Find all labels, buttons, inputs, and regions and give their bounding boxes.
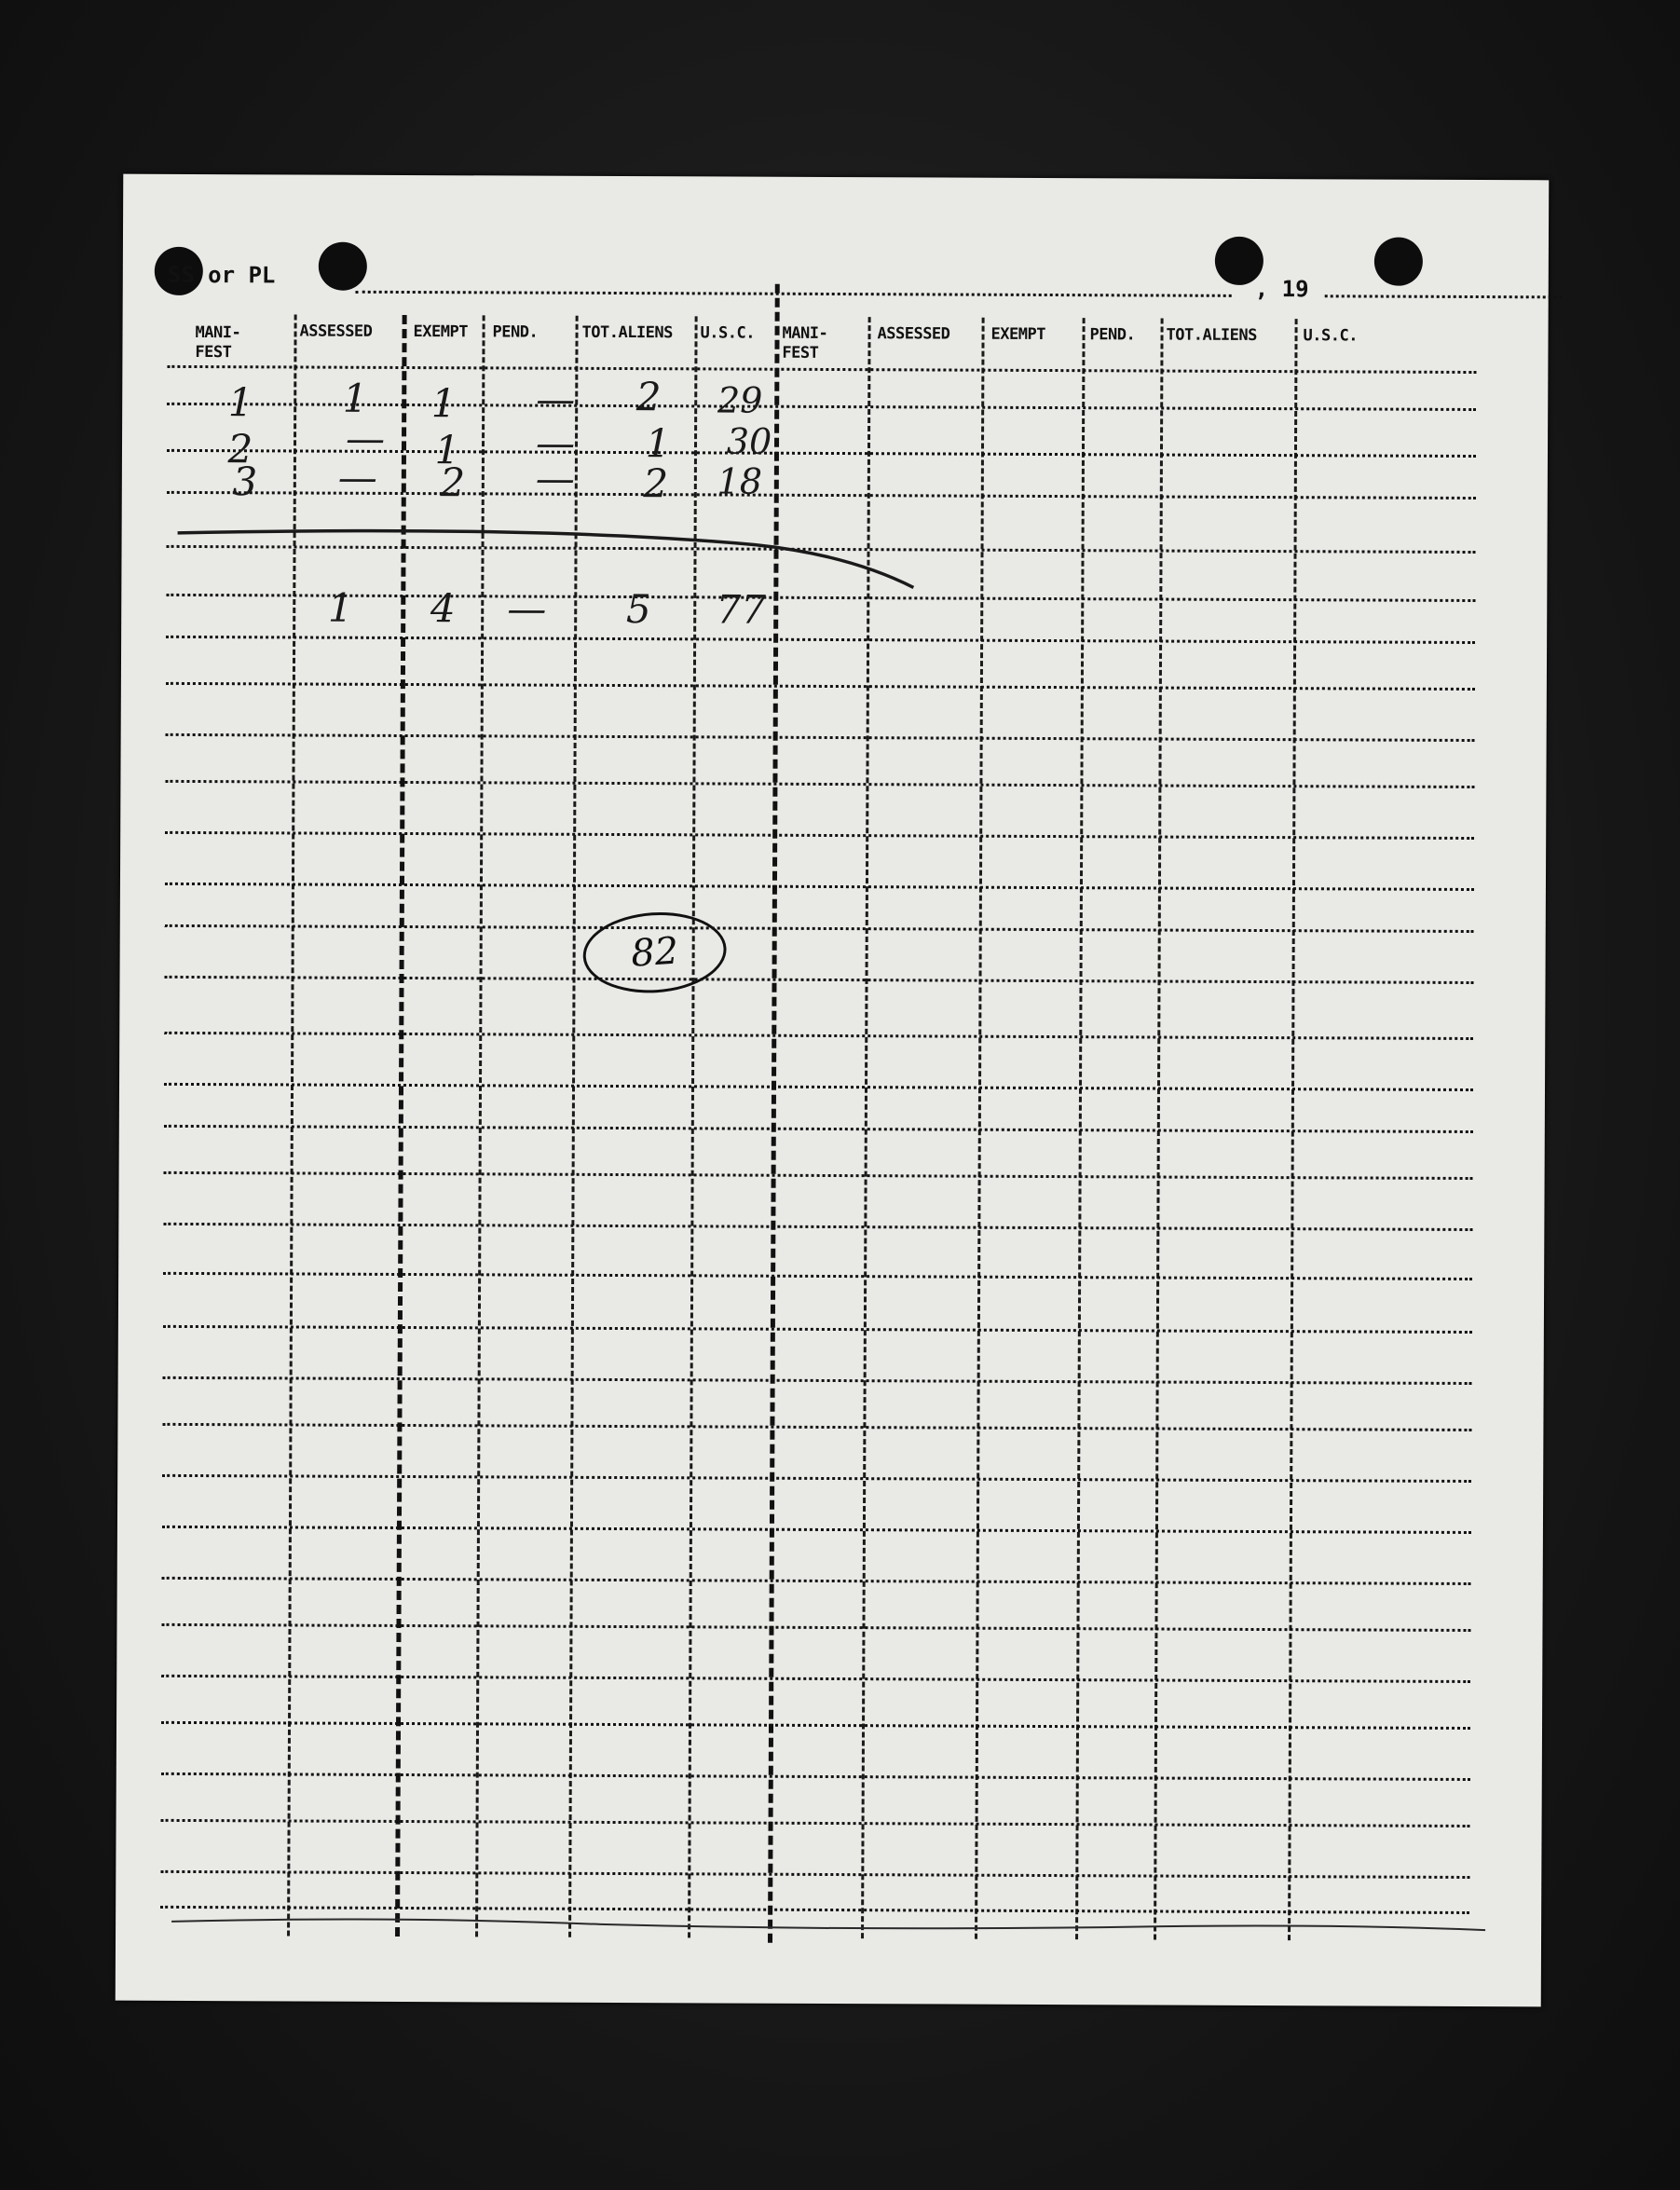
col-head-exempt-right: EXEMPT xyxy=(990,324,1046,344)
col-head-assessed-left: ASSESSED xyxy=(299,322,373,341)
underline-stroke xyxy=(177,530,913,588)
row-2-pend: — xyxy=(535,419,576,466)
total-exempt: 4 xyxy=(430,585,456,632)
row-1-pend: — xyxy=(536,376,576,422)
manifest-tally-sheet xyxy=(116,174,1550,2007)
col-head-tot-aliens-right: TOT.ALIENS xyxy=(1166,325,1257,345)
row-1-exempt: 1 xyxy=(430,380,457,427)
col-head-manifest-right-text: MANI- FEST xyxy=(782,323,828,363)
row-3-tot-aliens: 2 xyxy=(643,460,669,507)
row-3-exempt: 2 xyxy=(440,459,466,506)
row-1-manifest: 1 xyxy=(227,379,253,426)
col-head-assessed-right: ASSESSED xyxy=(877,324,950,344)
total-pend: — xyxy=(507,585,547,632)
row-2-tot-aliens: 1 xyxy=(645,420,671,467)
col-head-usc-right: U.S.C. xyxy=(1303,326,1359,346)
total-assessed: 1 xyxy=(327,584,353,631)
row-1-usc: 29 xyxy=(717,379,763,421)
row-1-tot-aliens: 2 xyxy=(635,374,662,420)
col-head-pend-left: PEND. xyxy=(492,322,539,342)
date-year-label: , 19 xyxy=(1254,275,1309,303)
row-2-manifest: 2 xyxy=(227,426,253,472)
col-head-usc-left: U.S.C. xyxy=(700,323,756,343)
row-2-assessed: — xyxy=(345,415,386,461)
grand-total: 82 xyxy=(629,929,680,976)
handwritten-underline xyxy=(116,174,1550,2007)
vessel-label: SS or PL xyxy=(167,261,276,289)
total-tot-aliens: 5 xyxy=(625,586,651,633)
col-head-exempt-left: EXEMPT xyxy=(413,322,469,342)
col-head-tot-aliens-left: TOT.ALIENS xyxy=(581,322,673,343)
row-1-assessed: 1 xyxy=(342,375,368,421)
col-head-pend-right: PEND. xyxy=(1089,325,1136,345)
total-usc: 77 xyxy=(716,586,767,633)
row-3-assessed: — xyxy=(337,454,377,500)
col-head-manifest-left-text: MANI- FEST xyxy=(195,323,241,363)
row-3-manifest: 3 xyxy=(232,459,258,505)
bottom-edge-wavy xyxy=(171,1919,1485,1931)
row-2-exempt: 1 xyxy=(434,427,460,473)
row-3-pend: — xyxy=(535,455,575,501)
row-3-usc: 18 xyxy=(717,460,763,502)
row-2-usc: 30 xyxy=(726,420,772,462)
